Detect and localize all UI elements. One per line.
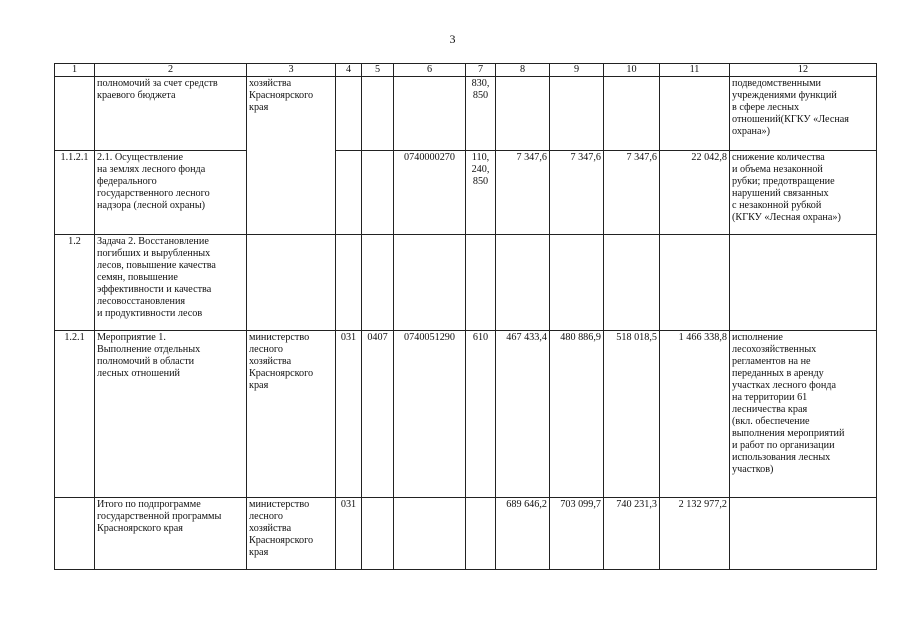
csr-cell: 0740000270 [394, 151, 466, 235]
grbs-cell: 031 [336, 331, 362, 498]
csr-cell [394, 77, 466, 151]
task-name-cell: Задача 2. Восстановление погибших и вырубленных лесов, повышение качества семян, повышение эффективности и качества лесовосстановления и продуктивности лесов [95, 235, 247, 331]
year2-cell [550, 235, 604, 331]
measure-name-cell: полномочий за счет средств краевого бюджета [95, 77, 247, 151]
vr-cell: 830, 850 [466, 77, 496, 151]
vr-cell: 610 [466, 331, 496, 498]
year1-cell [496, 235, 550, 331]
measure-name-cell: Мероприятие 1. Выполнение отдельных полномочий в области лесных отношений [95, 331, 247, 498]
grbs-cell [336, 151, 362, 235]
vr-cell: 110, 240, 850 [466, 151, 496, 235]
year3-cell: 740 231,3 [604, 498, 660, 570]
total-cell: 2 132 977,2 [660, 498, 730, 570]
table-row-total [55, 498, 877, 570]
col-header-9: 9 [550, 64, 604, 77]
rzpr-cell [362, 235, 394, 331]
row-number-cell: 1.2.1 [55, 331, 95, 498]
result-cell [730, 235, 877, 331]
total-cell [660, 77, 730, 151]
table-row [55, 151, 877, 235]
result-cell: исполнение лесохозяйственных регламентов на не переданных в аренду участках лесного фонда на территории 61 лесничества края (вкл. обеспечение выполнения мероприятий и работ по организации использования лесных участков) [730, 331, 877, 498]
row-number-cell [55, 77, 95, 151]
vr-cell [466, 235, 496, 331]
result-cell: подведомственными учреждениями функций в сфере лесных отношений(КГКУ «Лесная охрана») [730, 77, 877, 151]
year1-cell: 689 646,2 [496, 498, 550, 570]
table-row [55, 77, 877, 151]
col-header-1: 1 [55, 64, 95, 77]
table-row [55, 331, 877, 498]
program-table [54, 63, 877, 570]
year2-cell: 703 099,7 [550, 498, 604, 570]
rzpr-cell [362, 151, 394, 235]
responsible-cell: хозяйства Красноярского края [247, 77, 336, 151]
responsible-cell: министерство лесного хозяйства Красноярского края [247, 331, 336, 498]
responsible-cell-merged [247, 151, 336, 235]
result-cell [730, 498, 877, 570]
row-number-cell [55, 498, 95, 570]
year1-cell: 467 433,4 [496, 331, 550, 498]
rzpr-cell [362, 498, 394, 570]
csr-cell: 0740051290 [394, 331, 466, 498]
total-cell: 1 466 338,8 [660, 331, 730, 498]
col-header-7: 7 [466, 64, 496, 77]
col-header-11: 11 [660, 64, 730, 77]
total-name-cell: Итого по подпрограмме государственной программы Красноярского края [95, 498, 247, 570]
responsible-cell: министерство лесного хозяйства Красноярского края [247, 498, 336, 570]
year3-cell [604, 77, 660, 151]
rzpr-cell: 0407 [362, 331, 394, 498]
measure-name-cell: 2.1. Осуществление на землях лесного фонда федерального государственного лесного надзора (лесной охраны) [95, 151, 247, 235]
col-header-10: 10 [604, 64, 660, 77]
csr-cell [394, 235, 466, 331]
table-row [55, 235, 877, 331]
col-header-6: 6 [394, 64, 466, 77]
year2-cell [550, 77, 604, 151]
year2-cell: 480 886,9 [550, 331, 604, 498]
year2-cell: 7 347,6 [550, 151, 604, 235]
result-cell: снижение количества и объема незаконной рубки; предотвращение нарушений связанных с незаконной рубкой (КГКУ «Лесная охрана») [730, 151, 877, 235]
vr-cell [466, 498, 496, 570]
responsible-cell [247, 235, 336, 331]
row-number-cell: 1.1.2.1 [55, 151, 95, 235]
year1-cell [496, 77, 550, 151]
row-number-cell: 1.2 [55, 235, 95, 331]
rzpr-cell [362, 77, 394, 151]
col-header-5: 5 [362, 64, 394, 77]
col-header-12: 12 [730, 64, 877, 77]
total-cell [660, 235, 730, 331]
year3-cell: 7 347,6 [604, 151, 660, 235]
csr-cell [394, 498, 466, 570]
column-header-row [55, 64, 877, 77]
col-header-4: 4 [336, 64, 362, 77]
col-header-2: 2 [95, 64, 247, 77]
year3-cell [604, 235, 660, 331]
year3-cell: 518 018,5 [604, 331, 660, 498]
page-number: 3 [449, 32, 456, 46]
grbs-cell [336, 235, 362, 331]
col-header-8: 8 [496, 64, 550, 77]
grbs-cell [336, 77, 362, 151]
total-cell: 22 042,8 [660, 151, 730, 235]
year1-cell: 7 347,6 [496, 151, 550, 235]
grbs-cell: 031 [336, 498, 362, 570]
col-header-3: 3 [247, 64, 336, 77]
